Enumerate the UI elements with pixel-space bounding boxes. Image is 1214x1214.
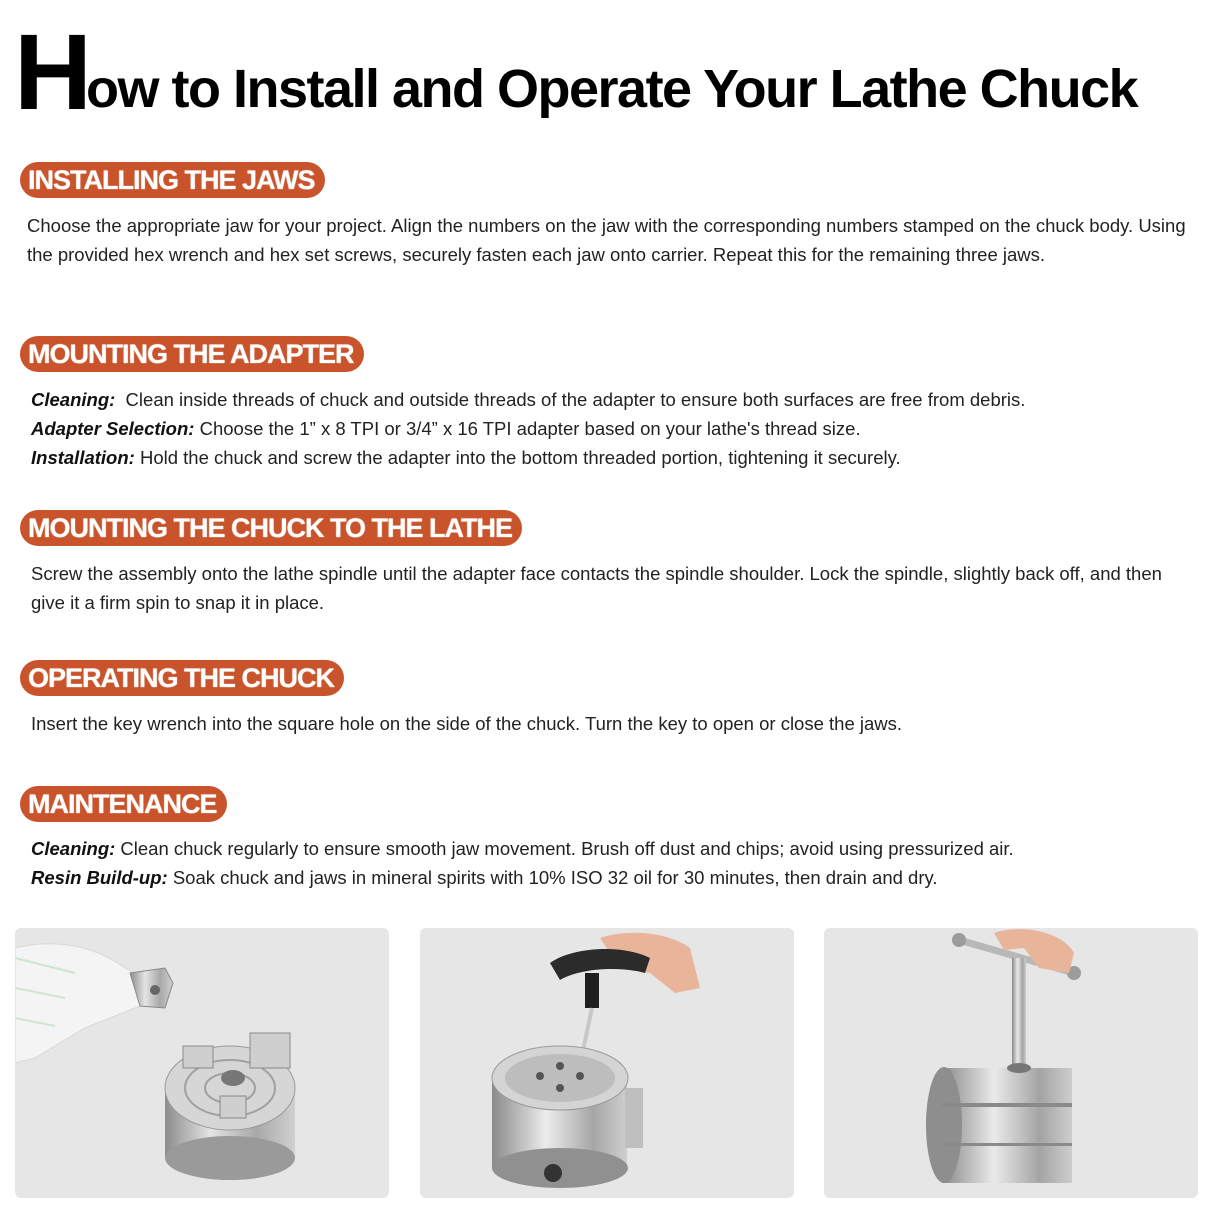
item-text: Clean inside threads of chuck and outside threads of the adapter to ensure both surfaces are free from debris. xyxy=(115,389,1026,410)
section-heading-maintenance: MAINTENANCE xyxy=(20,786,227,822)
item-label: Cleaning: xyxy=(31,838,116,859)
maintenance-item-cleaning xyxy=(31,834,1014,863)
item-label: Installation: xyxy=(31,447,135,468)
item-text: Choose the 1” x 8 TPI or 3/4” x 16 TPI adapter based on your lathe's thread size. xyxy=(194,418,861,439)
item-text: Soak chuck and jaws in mineral spirits with 10% ISO 32 oil for 30 minutes, then drain and dry. xyxy=(167,867,938,888)
title-text: ow to Install and Operate Your Lathe Chuck xyxy=(86,59,1138,119)
adapter-item-cleaning xyxy=(31,385,1025,414)
section-heading-operating-chuck: OPERATING THE CHUCK xyxy=(20,660,344,696)
adapter-item-installation xyxy=(31,443,901,472)
operating-chuck-paragraph: Insert the key wrench into the square hole on the side of the chuck. Turn the key to open or close the jaws. xyxy=(31,713,903,734)
item-label: Cleaning: xyxy=(31,389,116,410)
installing-jaws-paragraph: Choose the appropriate jaw for your project. Align the numbers on the jaw with the corresponding numbers stamped on the chuck body. Using the provided hex wrench and hex set screws, securely fasten each jaw onto carrier. Repeat this for the remaining three jaws. xyxy=(27,215,1186,265)
hex-wrench-fastening-screw-photo xyxy=(420,928,794,1198)
title-initial: H xyxy=(14,11,86,132)
item-text: Clean chuck regularly to ensure smooth jaw movement. Brush off dust and chips; avoid using pressurized air. xyxy=(115,838,1014,859)
mounting-chuck-paragraph: Screw the assembly onto the lathe spindle until the adapter face contacts the spindle shoulder. Lock the spindle, slightly back off, and then give it a firm spin to snap it in place. xyxy=(31,563,1162,613)
gloved-hand-installing-jaw-photo xyxy=(15,928,389,1198)
section-heading-installing-jaws: INSTALLING THE JAWS xyxy=(20,162,325,198)
page-title xyxy=(14,11,1138,132)
section-heading-mounting-chuck: MOUNTING THE CHUCK TO THE LATHE xyxy=(20,510,522,546)
item-text: Hold the chuck and screw the adapter into the bottom threaded portion, tightening it securely. xyxy=(134,447,901,468)
item-label: Resin Build-up: xyxy=(31,867,168,888)
section-heading-mounting-adapter: MOUNTING THE ADAPTER xyxy=(20,336,364,372)
item-label: Adapter Selection: xyxy=(31,418,195,439)
maintenance-item-resin xyxy=(31,863,938,892)
key-wrench-operating-chuck-photo xyxy=(824,928,1198,1198)
adapter-item-selection xyxy=(31,414,861,443)
